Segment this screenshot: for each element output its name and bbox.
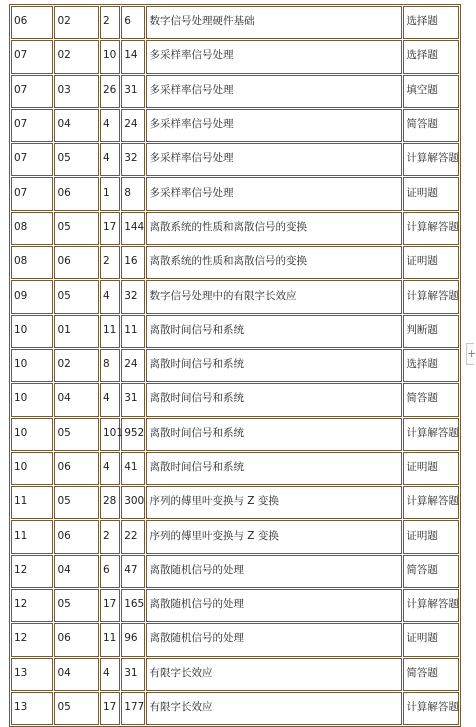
chapter-code-cell: 10	[11, 383, 53, 416]
question-type-cell: 计算解答题	[403, 280, 459, 313]
score-cell: 8	[121, 177, 145, 210]
table-row	[11, 6, 459, 39]
question-count-cell: 2	[100, 6, 120, 39]
table-row	[11, 109, 459, 142]
score-cell: 41	[121, 452, 145, 485]
question-distribution-table	[9, 4, 461, 727]
topic-cell: 多采样率信号处理	[146, 40, 402, 73]
table-row	[11, 692, 459, 725]
question-count-cell: 2	[100, 246, 120, 279]
question-type-cell: 简答题	[403, 555, 459, 588]
type-code-cell: 05	[54, 280, 99, 313]
chapter-code-cell: 10	[11, 452, 53, 485]
question-type-cell: 证明题	[403, 520, 459, 553]
question-count-cell: 1	[100, 177, 120, 210]
type-code-cell: 05	[54, 212, 99, 245]
score-cell: 24	[121, 109, 145, 142]
type-code-cell: 06	[54, 520, 99, 553]
chapter-code-cell: 10	[11, 349, 53, 382]
question-type-cell: 证明题	[403, 246, 459, 279]
score-cell: 952	[121, 418, 145, 451]
topic-cell: 离散随机信号的处理	[146, 589, 402, 622]
topic-cell: 离散时间信号和系统	[146, 452, 402, 485]
question-type-cell: 计算解答题	[403, 143, 459, 176]
question-count-cell: 6	[100, 555, 120, 588]
type-code-cell: 05	[54, 692, 99, 725]
chapter-code-cell: 10	[11, 315, 53, 348]
question-type-cell: 计算解答题	[403, 589, 459, 622]
table-row	[11, 75, 459, 108]
type-code-cell: 02	[54, 6, 99, 39]
chapter-code-cell: 11	[11, 486, 53, 519]
topic-cell: 离散时间信号和系统	[146, 349, 402, 382]
question-count-cell: 4	[100, 280, 120, 313]
question-type-cell: 计算解答题	[403, 486, 459, 519]
table-row	[11, 177, 459, 210]
table-row	[11, 555, 459, 588]
score-cell: 24	[121, 349, 145, 382]
chapter-code-cell: 13	[11, 658, 53, 691]
type-code-cell: 04	[54, 658, 99, 691]
chapter-code-cell: 07	[11, 109, 53, 142]
question-count-cell: 11	[100, 315, 120, 348]
score-cell: 32	[121, 280, 145, 313]
type-code-cell: 05	[54, 486, 99, 519]
topic-cell: 离散时间信号和系统	[146, 383, 402, 416]
question-type-cell: 计算解答题	[403, 212, 459, 245]
table-row	[11, 452, 459, 485]
question-type-cell: 证明题	[403, 177, 459, 210]
question-count-cell: 26	[100, 75, 120, 108]
type-code-cell: 02	[54, 349, 99, 382]
chapter-code-cell: 13	[11, 692, 53, 725]
question-count-cell: 8	[100, 349, 120, 382]
question-count-cell: 17	[100, 589, 120, 622]
chapter-code-cell: 07	[11, 75, 53, 108]
type-code-cell: 04	[54, 383, 99, 416]
score-cell: 6	[121, 6, 145, 39]
score-cell: 96	[121, 623, 145, 656]
topic-cell: 多采样率信号处理	[146, 143, 402, 176]
table-row	[11, 280, 459, 313]
chapter-code-cell: 07	[11, 40, 53, 73]
topic-cell: 数字信号处理硬件基础	[146, 6, 402, 39]
score-cell: 300	[121, 486, 145, 519]
topic-cell: 多采样率信号处理	[146, 109, 402, 142]
score-cell: 32	[121, 143, 145, 176]
plus-icon[interactable]	[466, 343, 474, 365]
question-type-cell: 判断题	[403, 315, 459, 348]
type-code-cell: 05	[54, 589, 99, 622]
table-row	[11, 658, 459, 691]
score-cell: 31	[121, 75, 145, 108]
chapter-code-cell: 10	[11, 418, 53, 451]
type-code-cell: 06	[54, 246, 99, 279]
question-count-cell: 4	[100, 383, 120, 416]
question-count-cell: 2	[100, 520, 120, 553]
chapter-code-cell: 09	[11, 280, 53, 313]
question-count-cell: 101	[100, 418, 120, 451]
question-count-cell: 4	[100, 658, 120, 691]
type-code-cell: 06	[54, 177, 99, 210]
plus-glyph: +	[467, 347, 476, 360]
question-count-cell: 4	[100, 452, 120, 485]
chapter-code-cell: 12	[11, 589, 53, 622]
score-cell: 11	[121, 315, 145, 348]
chapter-code-cell: 12	[11, 623, 53, 656]
type-code-cell: 05	[54, 418, 99, 451]
type-code-cell: 06	[54, 623, 99, 656]
score-cell: 14	[121, 40, 145, 73]
topic-cell: 数字信号处理中的有限字长效应	[146, 280, 402, 313]
score-cell: 31	[121, 658, 145, 691]
table-row	[11, 349, 459, 382]
question-count-cell: 10	[100, 40, 120, 73]
question-type-cell: 计算解答题	[403, 418, 459, 451]
topic-cell: 多采样率信号处理	[146, 75, 402, 108]
score-cell: 22	[121, 520, 145, 553]
table-row	[11, 623, 459, 656]
score-cell: 144	[121, 212, 145, 245]
question-type-cell: 选择题	[403, 6, 459, 39]
question-type-cell: 证明题	[403, 623, 459, 656]
type-code-cell: 05	[54, 143, 99, 176]
table-body	[11, 6, 459, 725]
chapter-code-cell: 11	[11, 520, 53, 553]
table-row	[11, 143, 459, 176]
question-type-cell: 简答题	[403, 658, 459, 691]
question-type-cell: 证明题	[403, 452, 459, 485]
type-code-cell: 04	[54, 109, 99, 142]
type-code-cell: 02	[54, 40, 99, 73]
question-type-cell: 选择题	[403, 40, 459, 73]
topic-cell: 离散时间信号和系统	[146, 418, 402, 451]
score-cell: 47	[121, 555, 145, 588]
question-count-cell: 11	[100, 623, 120, 656]
topic-cell: 离散系统的性质和离散信号的变换	[146, 212, 402, 245]
table-row	[11, 40, 459, 73]
table-row	[11, 589, 459, 622]
table-row	[11, 212, 459, 245]
question-count-cell: 28	[100, 486, 120, 519]
question-type-cell: 简答题	[403, 383, 459, 416]
table-row	[11, 418, 459, 451]
topic-cell: 离散时间信号和系统	[146, 315, 402, 348]
chapter-code-cell: 12	[11, 555, 53, 588]
table-row	[11, 486, 459, 519]
topic-cell: 序列的傅里叶变换与 Z 变换	[146, 520, 402, 553]
topic-cell: 离散随机信号的处理	[146, 623, 402, 656]
chapter-code-cell: 07	[11, 143, 53, 176]
chapter-code-cell: 07	[11, 177, 53, 210]
topic-cell: 离散随机信号的处理	[146, 555, 402, 588]
question-count-cell: 17	[100, 692, 120, 725]
type-code-cell: 03	[54, 75, 99, 108]
topic-cell: 离散系统的性质和离散信号的变换	[146, 246, 402, 279]
question-type-cell: 计算解答题	[403, 692, 459, 725]
table-row	[11, 520, 459, 553]
score-cell: 31	[121, 383, 145, 416]
table-row	[11, 383, 459, 416]
type-code-cell: 06	[54, 452, 99, 485]
question-type-cell: 填空题	[403, 75, 459, 108]
question-count-cell: 4	[100, 109, 120, 142]
score-cell: 177	[121, 692, 145, 725]
question-type-cell: 选择题	[403, 349, 459, 382]
question-count-cell: 4	[100, 143, 120, 176]
chapter-code-cell: 08	[11, 212, 53, 245]
score-cell: 16	[121, 246, 145, 279]
chapter-code-cell: 06	[11, 6, 53, 39]
topic-cell: 有限字长效应	[146, 658, 402, 691]
topic-cell: 序列的傅里叶变换与 Z 变换	[146, 486, 402, 519]
question-type-cell: 简答题	[403, 109, 459, 142]
topic-cell: 多采样率信号处理	[146, 177, 402, 210]
table-row	[11, 246, 459, 279]
type-code-cell: 04	[54, 555, 99, 588]
score-cell: 165	[121, 589, 145, 622]
topic-cell: 有限字长效应	[146, 692, 402, 725]
chapter-code-cell: 08	[11, 246, 53, 279]
type-code-cell: 01	[54, 315, 99, 348]
table-row	[11, 315, 459, 348]
question-count-cell: 17	[100, 212, 120, 245]
